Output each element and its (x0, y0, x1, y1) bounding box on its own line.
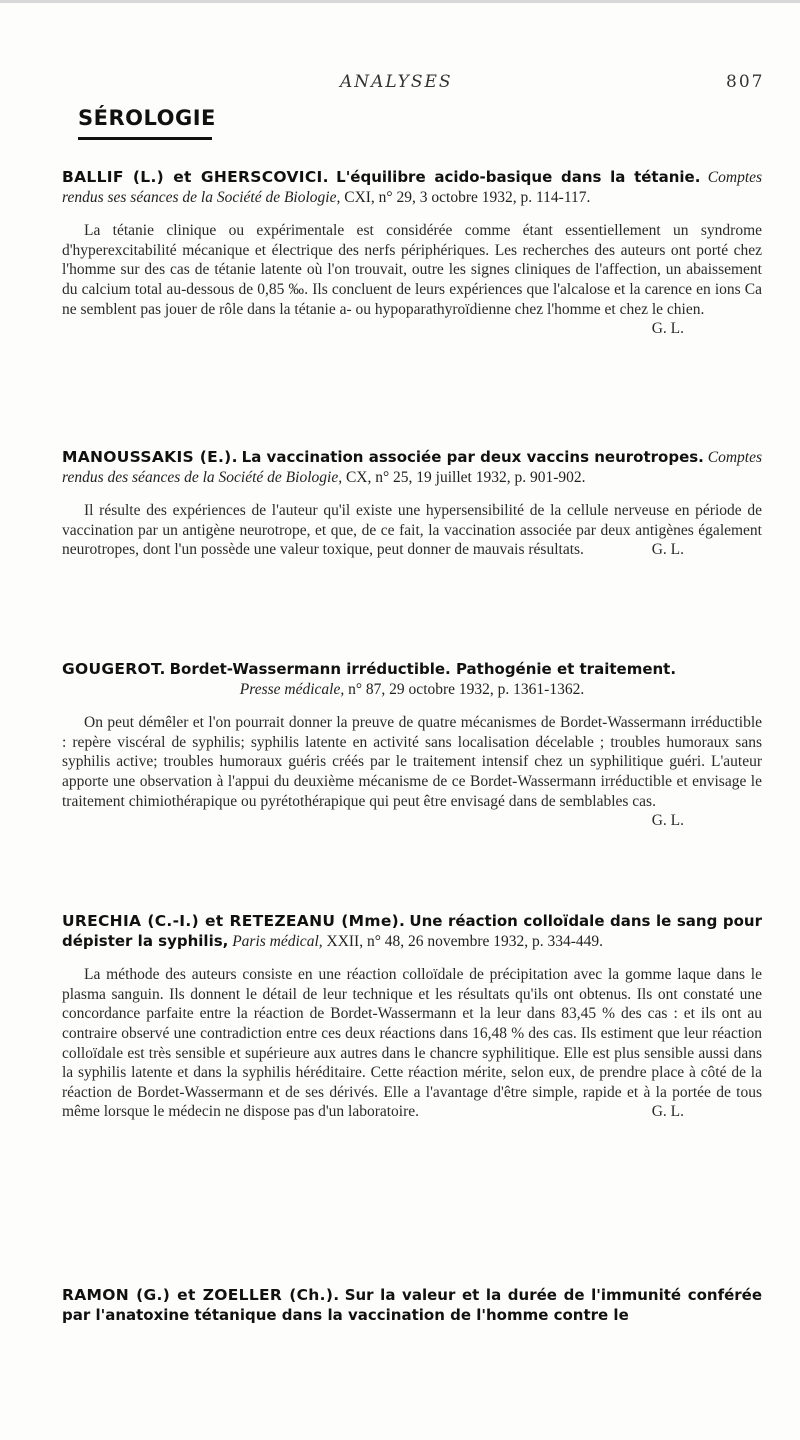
article-body (62, 713, 762, 830)
article-text: On peut démêler et l'on pourrait donner la preuve de quatre mécanismes de Bordet-Wassermann irréductible : repère viscéral de syphilis; syphilis latente en activité sans localisation décelable ; troubles humoraux sans syphilis active; troubles humoraux guéris créés par le traitement intensif chez un syphilitique guéri. L'auteur apporte une observation à l'appui du deuxième mécanisme de ce Bordet-Wassermann irréductible et envisage le traitement chimiothérapique ou pyrétothérapique qui peut être envisagé dans de semblables cas. (62, 714, 762, 810)
page-top-edge (0, 0, 800, 3)
article-heading (62, 660, 762, 699)
article-body (62, 221, 762, 338)
article-reference: CX, n° 25, 19 juillet 1932, p. 901-902. (345, 468, 586, 486)
article-reference: XXII, n° 48, 26 novembre 1932, p. 334-449. (326, 932, 604, 950)
article-heading (62, 448, 762, 487)
article-text: La tétanie clinique ou expérimentale est considérée comme étant essentiellement un syndrome d'hyperexcitabilité mécanique et électrique des nerfs périphériques. Les recherches des auteurs ont porté chez l'homme sur des cas de tétanie latente où l'on trouvait, outre les signes cliniques de l'affection, un abaissement du calcium total au-dessous de 0,85 ‰. Ils concluent de leurs expériences que l'alcalose et la carence en ions Ca ne semblent pas jouer de rôle dans la tétanie a- ou hypoparathyroïdienne chez l'homme et chez le chien. (62, 222, 762, 318)
article-text: Il résulte des expériences de l'auteur qu'il existe une hypersensibilité de la cellule nerveuse en période de vaccination par un antigène neurotrope, et que, de ce fait, la vaccination associée par deux antigènes également neurotropes, dont l'un possède une valeur toxique, peut donner de mauvais résultats. (62, 502, 762, 559)
article-heading (62, 912, 762, 951)
article-gougerot (62, 660, 762, 831)
page-number: 807 (726, 72, 765, 92)
article-source: Comptes rendus ses séances de la Société de Biologie, (62, 169, 763, 206)
article-reference: CXI, n° 29, 3 octobre 1932, p. 114-117. (344, 188, 591, 206)
article-authors: GOUGEROT. (62, 660, 166, 678)
article-source: Paris médical, (232, 932, 323, 950)
article-authors: MANOUSSAKIS (E.). (62, 448, 238, 466)
article-authors: BALLIF (L.) et GHERSCOVICI. (62, 168, 329, 186)
article-urechia (62, 912, 762, 1122)
article-ramon (62, 1286, 762, 1325)
article-reference: n° 87, 29 octobre 1932, p. 1361-1362. (348, 680, 585, 698)
article-authors: RAMON (G.) et ZOELLER (Ch.). (62, 1286, 340, 1304)
running-title: ANALYSES (340, 72, 453, 92)
section-title: SÉROLOGIE (78, 106, 216, 130)
article-authors: URECHIA (C.-I.) et RETEZEANU (Mme). (62, 912, 406, 930)
article-initials: G. L. (651, 1103, 684, 1121)
article-initials: G. L. (651, 812, 684, 830)
article-title: La vaccination associée par deux vaccins neurotropes. (241, 448, 704, 466)
article-title: Sur la valeur et la durée de l'immunité conférée par l'anatoxine tétanique dans la vaccination de l'homme contre le (62, 1286, 763, 1324)
article-source: Presse médicale, (239, 680, 345, 698)
article-source: Comptes rendus des séances de la Société de Biologie, (62, 449, 763, 486)
article-body (62, 965, 762, 1122)
article-ballif (62, 168, 762, 339)
article-title: L'équilibre acido-basique dans la tétanie. (336, 168, 701, 186)
article-initials: G. L. (651, 541, 684, 559)
article-citation (62, 680, 762, 700)
article-body (62, 501, 762, 560)
article-manoussakis (62, 448, 762, 560)
article-title: Bordet-Wassermann irréductible. Pathogénie et traitement. (169, 660, 677, 678)
section-underline (78, 137, 212, 140)
article-text: La méthode des auteurs consiste en une réaction colloïdale de précipitation avec la gomme laque dans le plasma sanguin. Ils donnent le détail de leur technique et les résultats qu'ils ont obtenus. Ils ont constaté une concordance parfaite entre la réaction de Bordet-Wassermann et la leur dans 83,45 % des cas : et ils ont au contraire observé une contradiction entre ces deux réactions dans 16,48 % des cas. Ils estiment que leur réaction colloïdale est très sensible et supérieure aux autres dans le chancre syphilitique. Elle est plus sensible aussi dans la syphilis latente et dans la syphilis héréditaire. Cette réaction mérite, selon eux, de prendre place à côté de la réaction de Bordet-Wassermann et de ses dérivés. Elle a l'avantage d'être simple, rapide et à la portée de tous même lorsque le médecin ne dispose pas d'un laboratoire. (62, 966, 762, 1121)
article-heading (62, 1286, 762, 1325)
article-title: Une réaction colloïdale dans le sang pour dépister la syphilis, (62, 912, 762, 950)
article-heading (62, 168, 762, 207)
article-initials: G. L. (651, 320, 684, 338)
